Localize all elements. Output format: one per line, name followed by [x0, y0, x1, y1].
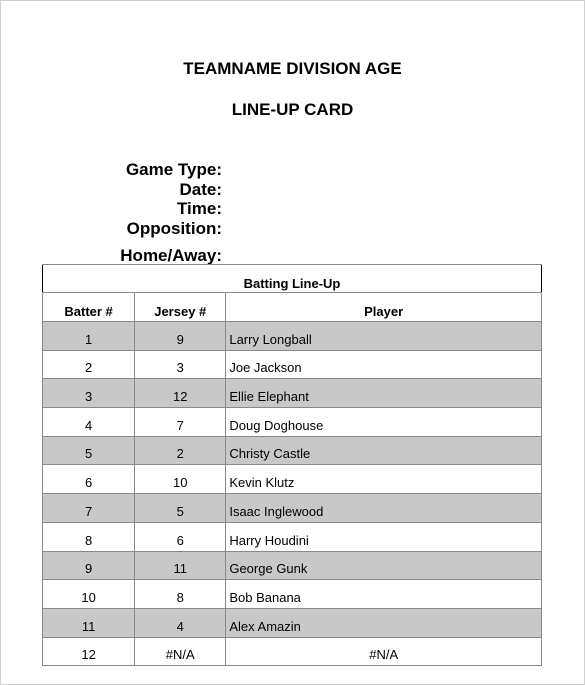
page-title: TEAMNAME DIVISION AGE — [183, 59, 402, 78]
table-row — [43, 580, 542, 609]
time-label: Time: — [176, 199, 222, 218]
player-cell: Larry Longball — [226, 322, 542, 351]
jersey-cell: 8 — [135, 580, 226, 609]
player-cell: Joe Jackson — [226, 350, 542, 379]
player-cell: George Gunk — [226, 551, 542, 580]
table-row — [43, 465, 542, 494]
jersey-cell: 2 — [135, 436, 226, 465]
batter-cell: 9 — [43, 551, 135, 580]
jersey-cell: 5 — [135, 494, 226, 523]
batter-cell: 10 — [43, 580, 135, 609]
jersey-cell: 6 — [135, 522, 226, 551]
game-type-label: Game Type: — [125, 160, 222, 179]
table-row — [43, 522, 542, 551]
table-row — [43, 350, 542, 379]
table-row — [43, 436, 542, 465]
batter-cell: 4 — [43, 408, 135, 437]
date-label: Date: — [179, 179, 222, 199]
table-caption: Batting Line-Up — [43, 265, 542, 293]
batter-cell: 7 — [43, 494, 135, 523]
column-header-player: Player — [226, 293, 542, 322]
player-cell: Kevin Klutz — [226, 465, 542, 494]
batting-lineup-table — [42, 264, 542, 666]
jersey-cell: #N/A — [135, 637, 226, 666]
opposition-label: Opposition: — [126, 218, 222, 238]
jersey-cell: 10 — [135, 465, 226, 494]
table-row — [43, 408, 542, 437]
player-cell: Isaac Inglewood — [226, 494, 542, 523]
batter-cell: 6 — [43, 465, 135, 494]
table-row — [43, 551, 542, 580]
column-header-jersey: Jersey # — [135, 293, 226, 322]
jersey-cell: 3 — [135, 350, 226, 379]
player-cell: Harry Houdini — [226, 522, 542, 551]
jersey-cell: 11 — [135, 551, 226, 580]
table-row — [43, 322, 542, 351]
jersey-cell: 12 — [135, 379, 226, 408]
table-row — [43, 379, 542, 408]
jersey-cell: 4 — [135, 608, 226, 637]
table-header-row — [43, 293, 542, 322]
table-row — [43, 637, 542, 666]
batter-cell: 3 — [43, 379, 135, 408]
player-cell: Doug Doghouse — [226, 408, 542, 437]
player-cell: Alex Amazin — [226, 608, 542, 637]
page-subtitle: LINE-UP CARD — [231, 100, 354, 119]
player-cell: Bob Banana — [226, 580, 542, 609]
batter-cell: 2 — [43, 350, 135, 379]
home-away-label: Home/Away: — [120, 246, 222, 265]
jersey-cell: 7 — [135, 408, 226, 437]
table-row — [43, 608, 542, 637]
batter-cell: 11 — [43, 608, 135, 637]
batter-cell: 8 — [43, 522, 135, 551]
batter-cell: 5 — [43, 436, 135, 465]
player-cell: Ellie Elephant — [226, 379, 542, 408]
column-header-batter: Batter # — [43, 293, 135, 322]
player-cell: #N/A — [226, 637, 542, 666]
game-info-labels — [60, 160, 222, 238]
player-cell: Christy Castle — [226, 436, 542, 465]
table-row — [43, 494, 542, 523]
batter-cell: 12 — [43, 637, 135, 666]
batter-cell: 1 — [43, 322, 135, 351]
jersey-cell: 9 — [135, 322, 226, 351]
table-caption-row — [43, 265, 542, 293]
